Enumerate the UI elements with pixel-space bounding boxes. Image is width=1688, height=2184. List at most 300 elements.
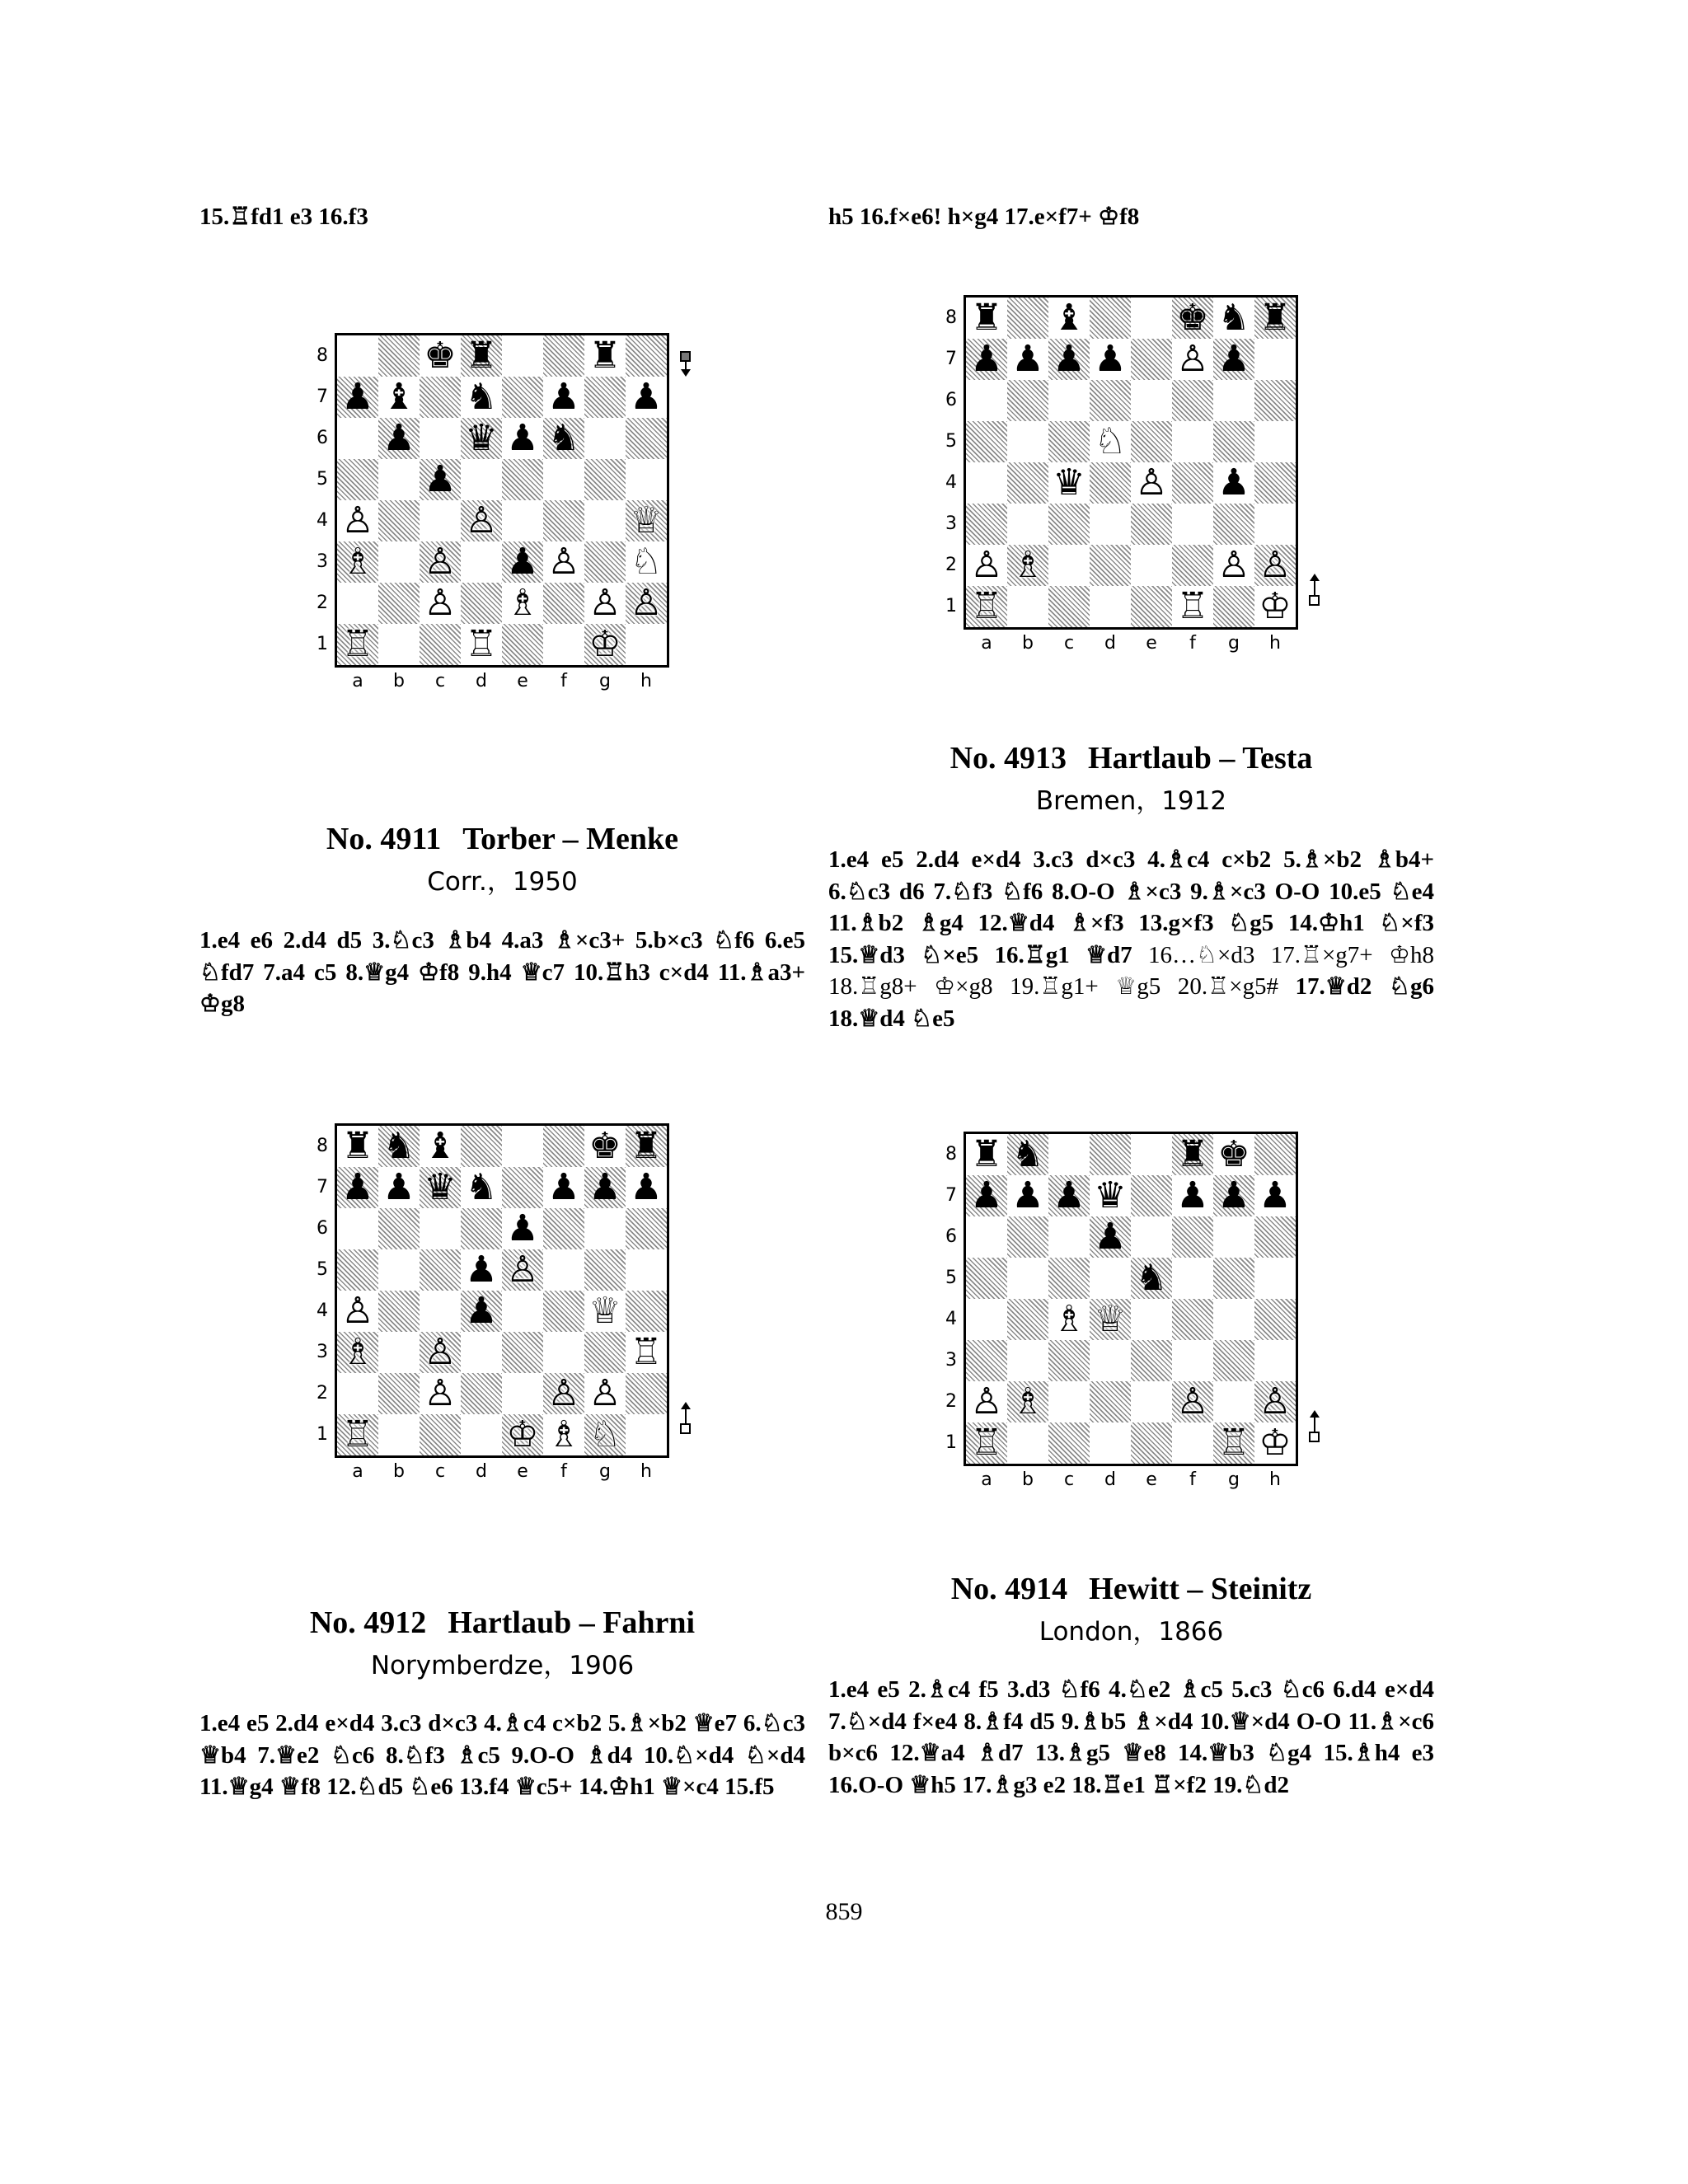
white-pawn-icon: ♙ xyxy=(588,1372,621,1414)
square-d6 xyxy=(1090,380,1131,421)
file-label: f xyxy=(560,1461,567,1482)
square-f5 xyxy=(1172,1258,1213,1299)
square-h3 xyxy=(626,541,667,583)
square-c7 xyxy=(420,1167,461,1208)
square-g8 xyxy=(1213,1134,1254,1175)
square-e2 xyxy=(1131,545,1172,586)
square-b2 xyxy=(1007,545,1048,586)
square-f4 xyxy=(1172,1299,1213,1340)
square-c4 xyxy=(1048,1299,1090,1340)
rank-label: 2 xyxy=(316,1383,328,1404)
game-moves-4912: 1.e4 e5 2.d4 e×d4 3.c3 d×c3 4.♗c4 c×b2 5.♗×b2 ♕e7 6.♘c3 ♕b4 7.♕e2 ♘c6 8.♘f3 ♗c5 9.O-O ♗d4 10.♘×d4 ♘×d4 11.♕g4 ♕f8 12.♘d5 ♘e6 13.f4 ♕c5+ 14.♔h1 ♕×c4 15.f5 xyxy=(199,1710,805,1800)
black-pawn-icon: ♟ xyxy=(382,417,415,459)
rank-label: 3 xyxy=(316,551,328,572)
square-c7 xyxy=(420,377,461,418)
square-c6 xyxy=(420,418,461,459)
black-king-icon: ♚ xyxy=(424,335,457,377)
black-pawn-icon: ♟ xyxy=(547,1166,580,1208)
square-e7 xyxy=(502,377,543,418)
square-g4 xyxy=(1213,462,1254,504)
square-a4 xyxy=(966,462,1007,504)
square-f6 xyxy=(1172,1216,1213,1258)
square-c2 xyxy=(1048,1381,1090,1422)
black-pawn-icon: ♟ xyxy=(547,376,580,418)
square-h6 xyxy=(1254,380,1296,421)
white-pawn-icon: ♙ xyxy=(465,499,498,541)
square-b1 xyxy=(378,1414,420,1455)
square-d4 xyxy=(1090,462,1131,504)
main-line-continued: 17.♕d2 ♘g6 18.♕d4 ♘e5 xyxy=(828,973,1434,1032)
black-pawn-icon: ♟ xyxy=(1217,1174,1250,1216)
square-d6 xyxy=(461,1208,502,1249)
square-a2 xyxy=(337,583,378,624)
square-d6 xyxy=(461,418,502,459)
game-moves-4914: 1.e4 e5 2.♗c4 f5 3.d3 ♘f6 4.♘e2 ♗c5 5.c3 ♘c6 6.d4 e×d4 7.♘×d4 f×e4 8.♗f4 d5 9.♗b5 ♗×d4 10.♕×d4 O-O 11.♗×c6 b×c6 12.♕a4 ♗d7 13.♗g5 ♕e8 14.♕b3 ♘g4 15.♗h4 e3 16.O-O ♕h5 17.♗g3 e2 18.♖e1 ♖×f2 19.♘d2 xyxy=(828,1676,1434,1798)
file-labels xyxy=(335,669,669,694)
square-e5 xyxy=(502,1249,543,1291)
black-knight-icon: ♞ xyxy=(1135,1257,1168,1299)
rank-label: 7 xyxy=(316,387,328,407)
square-a8 xyxy=(337,335,378,377)
square-f2 xyxy=(543,1373,584,1414)
square-c2 xyxy=(420,583,461,624)
rank-label: 3 xyxy=(945,1350,957,1371)
square-g7 xyxy=(584,377,626,418)
file-label: h xyxy=(1269,633,1281,654)
square-a6 xyxy=(966,380,1007,421)
white-pawn-icon: ♙ xyxy=(506,1249,539,1291)
square-e2 xyxy=(1131,1381,1172,1422)
rank-label: 3 xyxy=(945,513,957,534)
square-f1 xyxy=(543,1414,584,1455)
square-d1 xyxy=(461,624,502,665)
file-label: c xyxy=(1063,633,1075,654)
black-pawn-icon: ♟ xyxy=(465,1290,498,1332)
black-pawn-icon: ♟ xyxy=(1053,1174,1085,1216)
white-rook-icon: ♖ xyxy=(630,1331,663,1373)
square-c4 xyxy=(1048,462,1090,504)
square-a7 xyxy=(966,1175,1007,1216)
rank-labels xyxy=(942,295,960,630)
square-h1 xyxy=(626,624,667,665)
square-a3 xyxy=(966,1340,1007,1381)
square-h4 xyxy=(1254,1299,1296,1340)
file-label: e xyxy=(517,1461,528,1482)
black-pawn-icon: ♟ xyxy=(1011,1174,1044,1216)
square-e7 xyxy=(502,1167,543,1208)
square-f4 xyxy=(1172,462,1213,504)
square-g2 xyxy=(1213,545,1254,586)
square-c3 xyxy=(1048,1340,1090,1381)
rank-label: 5 xyxy=(316,1259,328,1280)
file-label: g xyxy=(599,1461,611,1482)
square-d7 xyxy=(461,1167,502,1208)
square-a1 xyxy=(966,1422,1007,1464)
black-queen-icon: ♛ xyxy=(1094,1174,1127,1216)
square-h6 xyxy=(626,1208,667,1249)
square-h7 xyxy=(1254,339,1296,380)
square-g7 xyxy=(584,1167,626,1208)
black-pawn-icon: ♟ xyxy=(382,1166,415,1208)
square-a6 xyxy=(337,1208,378,1249)
square-c6 xyxy=(1048,380,1090,421)
square-e1 xyxy=(502,624,543,665)
rank-label: 3 xyxy=(316,1342,328,1362)
square-d2 xyxy=(1090,1381,1131,1422)
game-number: No. 4913 xyxy=(950,741,1067,776)
diagram-4911 xyxy=(199,333,663,696)
square-a1 xyxy=(337,1414,378,1455)
file-labels xyxy=(964,1468,1298,1493)
chessboard-4911 xyxy=(335,333,669,668)
square-a7 xyxy=(337,1167,378,1208)
square-d3 xyxy=(1090,1340,1131,1381)
square-h3 xyxy=(626,1332,667,1373)
square-b7 xyxy=(378,377,420,418)
square-b1 xyxy=(378,624,420,665)
square-f1 xyxy=(1172,586,1213,627)
game-event-4914: London，1866 xyxy=(1039,1617,1224,1647)
square-c5 xyxy=(1048,1258,1090,1299)
white-knight-icon: ♘ xyxy=(588,1413,621,1455)
square-a2 xyxy=(337,1373,378,1414)
square-b5 xyxy=(1007,1258,1048,1299)
square-c3 xyxy=(420,541,461,583)
game-moves-4913 xyxy=(828,844,1434,1034)
rank-label: 1 xyxy=(945,1432,957,1453)
square-b5 xyxy=(378,459,420,500)
black-pawn-icon: ♟ xyxy=(1176,1174,1209,1216)
rank-label: 7 xyxy=(316,1177,328,1197)
game-number: No. 4914 xyxy=(950,1572,1068,1606)
black-pawn-icon: ♟ xyxy=(1217,462,1250,504)
square-c8 xyxy=(1048,298,1090,339)
square-g4 xyxy=(584,1291,626,1332)
file-label: a xyxy=(981,1469,992,1490)
black-bishop-icon: ♝ xyxy=(382,376,415,418)
square-a8 xyxy=(966,1134,1007,1175)
file-label: c xyxy=(434,1461,446,1482)
square-e3 xyxy=(1131,1340,1172,1381)
variation-line: 16…♘×d3 17.♖×g7+ ♔h8 18.♖g8+ ♔×g8 19.♖g1+ ♕g5 20.♖×g5# xyxy=(828,941,1435,1000)
rank-label: 7 xyxy=(945,349,957,369)
square-a2 xyxy=(966,545,1007,586)
black-queen-icon: ♛ xyxy=(424,1166,457,1208)
white-knight-icon: ♘ xyxy=(630,541,663,583)
white-pawn-icon: ♙ xyxy=(1259,544,1292,586)
square-g1 xyxy=(584,1414,626,1455)
square-d6 xyxy=(1090,1216,1131,1258)
square-d2 xyxy=(1090,545,1131,586)
square-e3 xyxy=(502,541,543,583)
square-g2 xyxy=(584,1373,626,1414)
rank-label: 4 xyxy=(945,1309,957,1329)
square-d5 xyxy=(1090,1258,1131,1299)
square-d8 xyxy=(461,1126,502,1167)
square-c2 xyxy=(420,1373,461,1414)
rank-label: 4 xyxy=(316,1301,328,1321)
game-event-4913: Bremen，1912 xyxy=(1035,786,1227,816)
file-label: h xyxy=(640,1461,652,1482)
file-label: h xyxy=(1269,1469,1281,1490)
black-king-icon: ♚ xyxy=(1176,297,1209,339)
square-a8 xyxy=(966,298,1007,339)
black-pawn-icon: ♟ xyxy=(588,1166,621,1208)
black-knight-icon: ♞ xyxy=(1217,297,1250,339)
square-f1 xyxy=(1172,1422,1213,1464)
square-e6 xyxy=(502,1208,543,1249)
square-g4 xyxy=(584,500,626,541)
square-b7 xyxy=(378,1167,420,1208)
square-h7 xyxy=(626,377,667,418)
white-pawn-icon: ♙ xyxy=(1259,1380,1292,1422)
square-f8 xyxy=(1172,1134,1213,1175)
black-knight-icon: ♞ xyxy=(465,1166,498,1208)
square-e6 xyxy=(1131,1216,1172,1258)
black-pawn-icon: ♟ xyxy=(1259,1174,1292,1216)
square-f8 xyxy=(1172,298,1213,339)
white-rook-icon: ♖ xyxy=(970,1422,1003,1464)
square-f2 xyxy=(543,583,584,624)
file-labels xyxy=(964,631,1298,656)
white-rook-icon: ♖ xyxy=(341,1413,374,1455)
square-c3 xyxy=(1048,504,1090,545)
square-h7 xyxy=(1254,1175,1296,1216)
file-label: c xyxy=(1063,1469,1075,1490)
square-a7 xyxy=(337,377,378,418)
square-f7 xyxy=(1172,339,1213,380)
square-e1 xyxy=(502,1414,543,1455)
square-h1 xyxy=(1254,586,1296,627)
file-label: d xyxy=(1104,633,1116,654)
white-bishop-icon: ♗ xyxy=(341,541,374,583)
black-knight-icon: ♞ xyxy=(547,417,580,459)
rank-label: 1 xyxy=(316,634,328,654)
square-c1 xyxy=(420,1414,461,1455)
rank-label: 1 xyxy=(945,596,957,616)
black-rook-icon: ♜ xyxy=(465,335,498,377)
rank-label: 6 xyxy=(316,1218,328,1239)
black-knight-icon: ♞ xyxy=(382,1125,415,1167)
square-f2 xyxy=(1172,1381,1213,1422)
square-f3 xyxy=(1172,1340,1213,1381)
rank-label: 8 xyxy=(945,307,957,328)
square-b6 xyxy=(1007,380,1048,421)
black-pawn-icon: ♟ xyxy=(1053,338,1085,380)
square-f7 xyxy=(543,377,584,418)
square-h2 xyxy=(626,583,667,624)
square-c5 xyxy=(1048,421,1090,462)
square-e6 xyxy=(502,418,543,459)
square-b3 xyxy=(378,541,420,583)
white-pawn-icon: ♙ xyxy=(341,1290,374,1332)
file-label: d xyxy=(476,1461,487,1482)
file-label: b xyxy=(1022,1469,1034,1490)
black-rook-icon: ♜ xyxy=(630,1125,663,1167)
square-d2 xyxy=(461,583,502,624)
square-f6 xyxy=(543,1208,584,1249)
square-c4 xyxy=(420,500,461,541)
square-f8 xyxy=(543,1126,584,1167)
square-f5 xyxy=(543,1249,584,1291)
square-f2 xyxy=(1172,545,1213,586)
game-title-4912 xyxy=(199,1605,805,1641)
square-h3 xyxy=(1254,504,1296,545)
square-c7 xyxy=(1048,1175,1090,1216)
square-c5 xyxy=(420,459,461,500)
square-e8 xyxy=(502,1126,543,1167)
white-pawn-icon: ♙ xyxy=(1135,462,1168,504)
main-line: 1.e4 e5 2.d4 e×d4 3.c3 d×c3 4.♗c4 c×b2 5.♗×b2 ♗b4+ 6.♘c3 d6 7.♘f3 ♘f6 8.O-O ♗×c3 9.♗×c3 O-O 10.e5 ♘e4 11.♗b2 ♗g4 12.♕d4 ♗×f3 13.g×f3 ♘g5 14.♔h1 ♘×f3 15.♕d3 ♘×e5 16.♖g1 ♕d7 xyxy=(828,846,1434,968)
square-h4 xyxy=(1254,462,1296,504)
black-pawn-icon: ♟ xyxy=(970,1174,1003,1216)
square-b2 xyxy=(378,583,420,624)
rank-label: 2 xyxy=(316,593,328,613)
square-e3 xyxy=(1131,504,1172,545)
square-e4 xyxy=(502,500,543,541)
white-pawn-icon: ♙ xyxy=(424,582,457,624)
rank-label: 4 xyxy=(945,472,957,493)
white-rook-icon: ♖ xyxy=(465,623,498,665)
square-d7 xyxy=(1090,1175,1131,1216)
square-a8 xyxy=(337,1126,378,1167)
square-h6 xyxy=(626,418,667,459)
square-h8 xyxy=(1254,298,1296,339)
square-h4 xyxy=(626,500,667,541)
square-g7 xyxy=(1213,1175,1254,1216)
square-d8 xyxy=(461,335,502,377)
square-e7 xyxy=(1131,1175,1172,1216)
black-king-icon: ♚ xyxy=(1217,1133,1250,1175)
game-players: Hewitt – Steinitz xyxy=(1089,1572,1312,1606)
chessboard-4914 xyxy=(964,1132,1298,1466)
square-b4 xyxy=(1007,1299,1048,1340)
game-number: No. 4911 xyxy=(326,822,442,856)
square-d1 xyxy=(1090,586,1131,627)
square-f3 xyxy=(1172,504,1213,545)
white-pawn-icon: ♙ xyxy=(970,544,1003,586)
rank-label: 6 xyxy=(945,1226,957,1247)
white-to-move-indicator-icon xyxy=(1306,1410,1323,1460)
black-pawn-icon: ♟ xyxy=(465,1249,498,1291)
black-to-move-indicator-icon xyxy=(678,351,694,401)
square-d8 xyxy=(1090,1134,1131,1175)
square-h8 xyxy=(626,335,667,377)
square-h8 xyxy=(626,1126,667,1167)
square-g6 xyxy=(584,1208,626,1249)
black-pawn-icon: ♟ xyxy=(630,376,663,418)
square-f8 xyxy=(543,335,584,377)
black-pawn-icon: ♟ xyxy=(1094,1216,1127,1258)
black-pawn-icon: ♟ xyxy=(970,338,1003,380)
left-continuation-text: 15.♖fd1 e3 16.f3 xyxy=(199,204,368,230)
file-label: g xyxy=(599,671,611,691)
square-h5 xyxy=(626,459,667,500)
rank-label: 5 xyxy=(945,431,957,452)
square-f3 xyxy=(543,541,584,583)
file-labels xyxy=(335,1460,669,1484)
square-h5 xyxy=(626,1249,667,1291)
square-a5 xyxy=(966,421,1007,462)
white-pawn-icon: ♙ xyxy=(424,541,457,583)
file-label: f xyxy=(560,671,567,691)
square-g3 xyxy=(1213,1340,1254,1381)
square-g5 xyxy=(1213,421,1254,462)
square-b6 xyxy=(378,418,420,459)
square-b8 xyxy=(378,1126,420,1167)
game-players: Hartlaub – Fahrni xyxy=(448,1605,696,1640)
square-e6 xyxy=(1131,380,1172,421)
white-to-move-indicator-icon xyxy=(1306,574,1323,623)
white-queen-icon: ♕ xyxy=(588,1290,621,1332)
square-f7 xyxy=(543,1167,584,1208)
square-a1 xyxy=(966,586,1007,627)
white-bishop-icon: ♗ xyxy=(1011,544,1044,586)
white-pawn-icon: ♙ xyxy=(1217,544,1250,586)
square-d1 xyxy=(1090,1422,1131,1464)
game-players: Hartlaub – Testa xyxy=(1088,741,1313,776)
file-label: b xyxy=(393,671,405,691)
square-e8 xyxy=(502,335,543,377)
square-a3 xyxy=(337,541,378,583)
square-b3 xyxy=(1007,504,1048,545)
file-label: a xyxy=(981,633,992,654)
square-g2 xyxy=(1213,1381,1254,1422)
square-f5 xyxy=(543,459,584,500)
square-d5 xyxy=(1090,421,1131,462)
square-c5 xyxy=(420,1249,461,1291)
white-pawn-icon: ♙ xyxy=(630,582,663,624)
square-g6 xyxy=(1213,380,1254,421)
square-h2 xyxy=(1254,1381,1296,1422)
file-label: b xyxy=(393,1461,405,1482)
white-pawn-icon: ♙ xyxy=(1176,1380,1209,1422)
white-rook-icon: ♖ xyxy=(341,623,374,665)
right-continuation-text: h5 16.f×e6! h×g4 17.e×f7+ ♔f8 xyxy=(828,204,1140,230)
square-c4 xyxy=(420,1291,461,1332)
square-b3 xyxy=(1007,1340,1048,1381)
square-c6 xyxy=(420,1208,461,1249)
square-g5 xyxy=(584,459,626,500)
square-d2 xyxy=(461,1373,502,1414)
black-rook-icon: ♜ xyxy=(341,1125,374,1167)
square-a2 xyxy=(966,1381,1007,1422)
square-e5 xyxy=(1131,421,1172,462)
file-label: d xyxy=(1104,1469,1116,1490)
square-b5 xyxy=(1007,421,1048,462)
square-a1 xyxy=(337,624,378,665)
square-c8 xyxy=(420,1126,461,1167)
square-g5 xyxy=(584,1249,626,1291)
white-king-icon: ♔ xyxy=(1259,585,1292,627)
square-b4 xyxy=(1007,462,1048,504)
square-c2 xyxy=(1048,545,1090,586)
square-b7 xyxy=(1007,1175,1048,1216)
game-title-4914 xyxy=(828,1571,1434,1607)
square-d4 xyxy=(461,500,502,541)
game-event-4911: Corr.，1950 xyxy=(427,867,578,897)
file-label: c xyxy=(434,671,446,691)
game-moves-4911: 1.e4 e6 2.d4 d5 3.♘c3 ♗b4 4.a3 ♗×c3+ 5.b×c3 ♘f6 6.e5 ♘fd7 7.a4 c5 8.♕g4 ♔f8 9.h4 ♕c7 10.♖h3 c×d4 11.♗a3+ ♔g8 xyxy=(199,927,805,1017)
black-pawn-icon: ♟ xyxy=(506,417,539,459)
square-d1 xyxy=(461,1414,502,1455)
square-f6 xyxy=(1172,380,1213,421)
black-queen-icon: ♛ xyxy=(465,417,498,459)
black-pawn-icon: ♟ xyxy=(1217,338,1250,380)
square-h5 xyxy=(1254,1258,1296,1299)
white-pawn-icon: ♙ xyxy=(341,499,374,541)
game-title-4911 xyxy=(199,821,805,857)
